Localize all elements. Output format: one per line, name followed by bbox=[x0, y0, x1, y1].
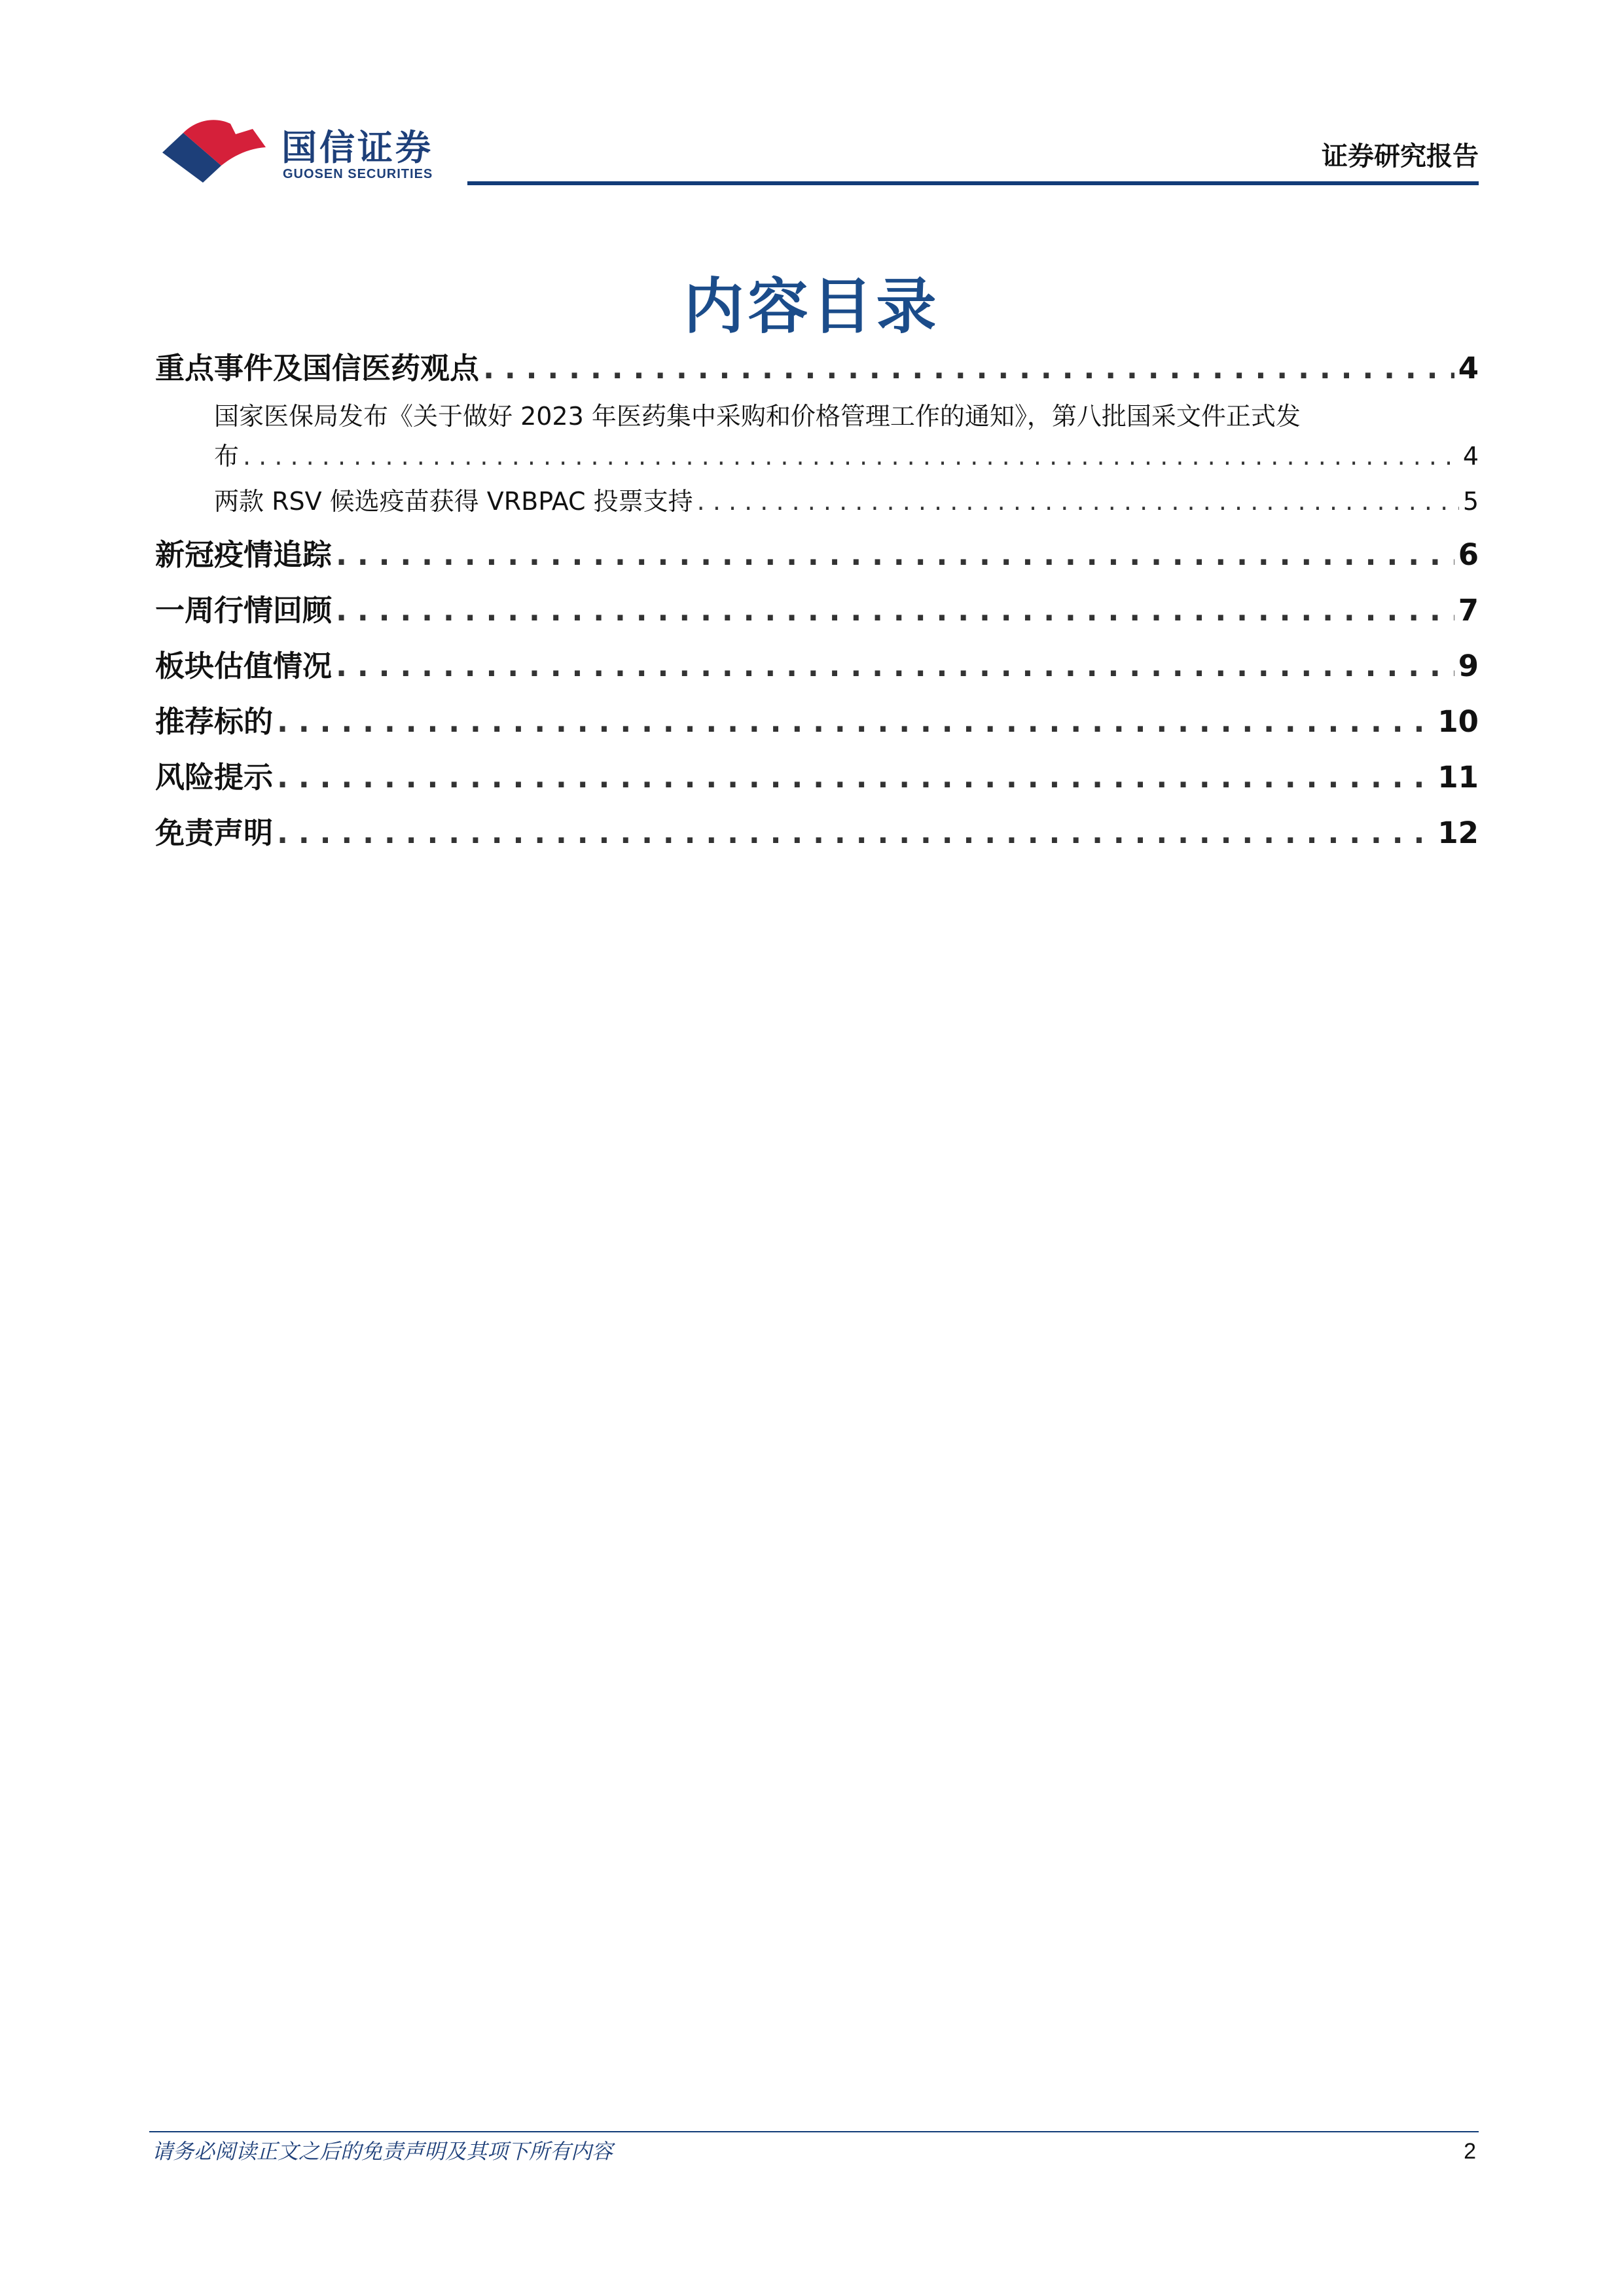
toc-entry-page: 10 bbox=[1437, 704, 1479, 739]
toc-entry-page: 7 bbox=[1458, 593, 1479, 628]
toc-entry-key-events[interactable] bbox=[155, 340, 1479, 396]
toc-entry-page: 5 bbox=[1462, 487, 1479, 516]
table-of-contents bbox=[155, 340, 1479, 861]
toc-entry-label: 风险提示 bbox=[155, 760, 274, 795]
toc-entry-label: 板块估值情况 bbox=[155, 649, 333, 683]
toc-entry-disclaimer[interactable] bbox=[155, 805, 1479, 861]
toc-entry-page: 4 bbox=[1458, 351, 1479, 386]
toc-leader-dots bbox=[277, 749, 1434, 805]
toc-entry-label: 免责声明 bbox=[155, 816, 274, 850]
guosen-logo-mark-icon bbox=[157, 115, 275, 187]
toc-leader-dots bbox=[277, 805, 1434, 861]
toc-entry-page: 11 bbox=[1437, 760, 1479, 795]
footer-disclaimer-note: 请务必阅读正文之后的免责声明及其项下所有内容 bbox=[152, 2139, 613, 2164]
toc-entry-nhsa-notice[interactable] bbox=[155, 396, 1479, 476]
toc-entry-label: 一周行情回顾 bbox=[155, 593, 333, 628]
toc-leader-dots bbox=[483, 340, 1454, 396]
toc-entry-covid-tracking[interactable] bbox=[155, 527, 1479, 583]
toc-leader-dots bbox=[336, 638, 1454, 694]
toc-entry-page: 12 bbox=[1437, 816, 1479, 850]
toc-entry-label: 国家医保局发布《关于做好 2023 年医药集中采购和价格管理工作的通知》，第八批国采文件正式发 bbox=[214, 402, 1301, 431]
toc-entry-label: 两款 RSV 候选疫苗获得 VRBPAC 投票支持 bbox=[214, 487, 693, 516]
toc-entry-sector-valuation[interactable] bbox=[155, 638, 1479, 694]
toc-entry-label: 推荐标的 bbox=[155, 704, 274, 739]
toc-leader-dots bbox=[336, 583, 1454, 638]
toc-entry-page: 4 bbox=[1462, 442, 1479, 471]
report-type-label: 证券研究报告 bbox=[1322, 141, 1479, 171]
toc-entry-label: 新冠疫情追踪 bbox=[155, 537, 333, 572]
toc-entry-page: 6 bbox=[1458, 537, 1479, 572]
toc-entry-page: 9 bbox=[1458, 649, 1479, 683]
toc-entry-weekly-market-review[interactable] bbox=[155, 583, 1479, 638]
toc-title: 内容目录 bbox=[683, 272, 941, 342]
toc-entry-risk-warning[interactable] bbox=[155, 749, 1479, 805]
toc-leader-dots bbox=[243, 437, 1459, 476]
toc-entry-label: 重点事件及国信医药观点 bbox=[155, 351, 480, 386]
toc-entry-continuation bbox=[155, 437, 1479, 476]
page-number: 2 bbox=[1464, 2139, 1476, 2164]
toc-entry-rsv-vaccine[interactable] bbox=[155, 476, 1479, 527]
toc-leader-dots bbox=[697, 476, 1459, 527]
brand-name-en: GUOSEN SECURITIES bbox=[283, 167, 433, 181]
toc-entry-label-cont: 布 bbox=[214, 442, 240, 471]
toc-leader-dots bbox=[277, 694, 1434, 749]
brand-name-cn: 国信证券 bbox=[281, 127, 433, 168]
header-divider bbox=[467, 181, 1479, 185]
guosen-logo bbox=[157, 115, 445, 193]
footer-divider bbox=[149, 2131, 1479, 2132]
toc-leader-dots bbox=[336, 527, 1454, 583]
toc-entry-recommended-stocks[interactable] bbox=[155, 694, 1479, 749]
